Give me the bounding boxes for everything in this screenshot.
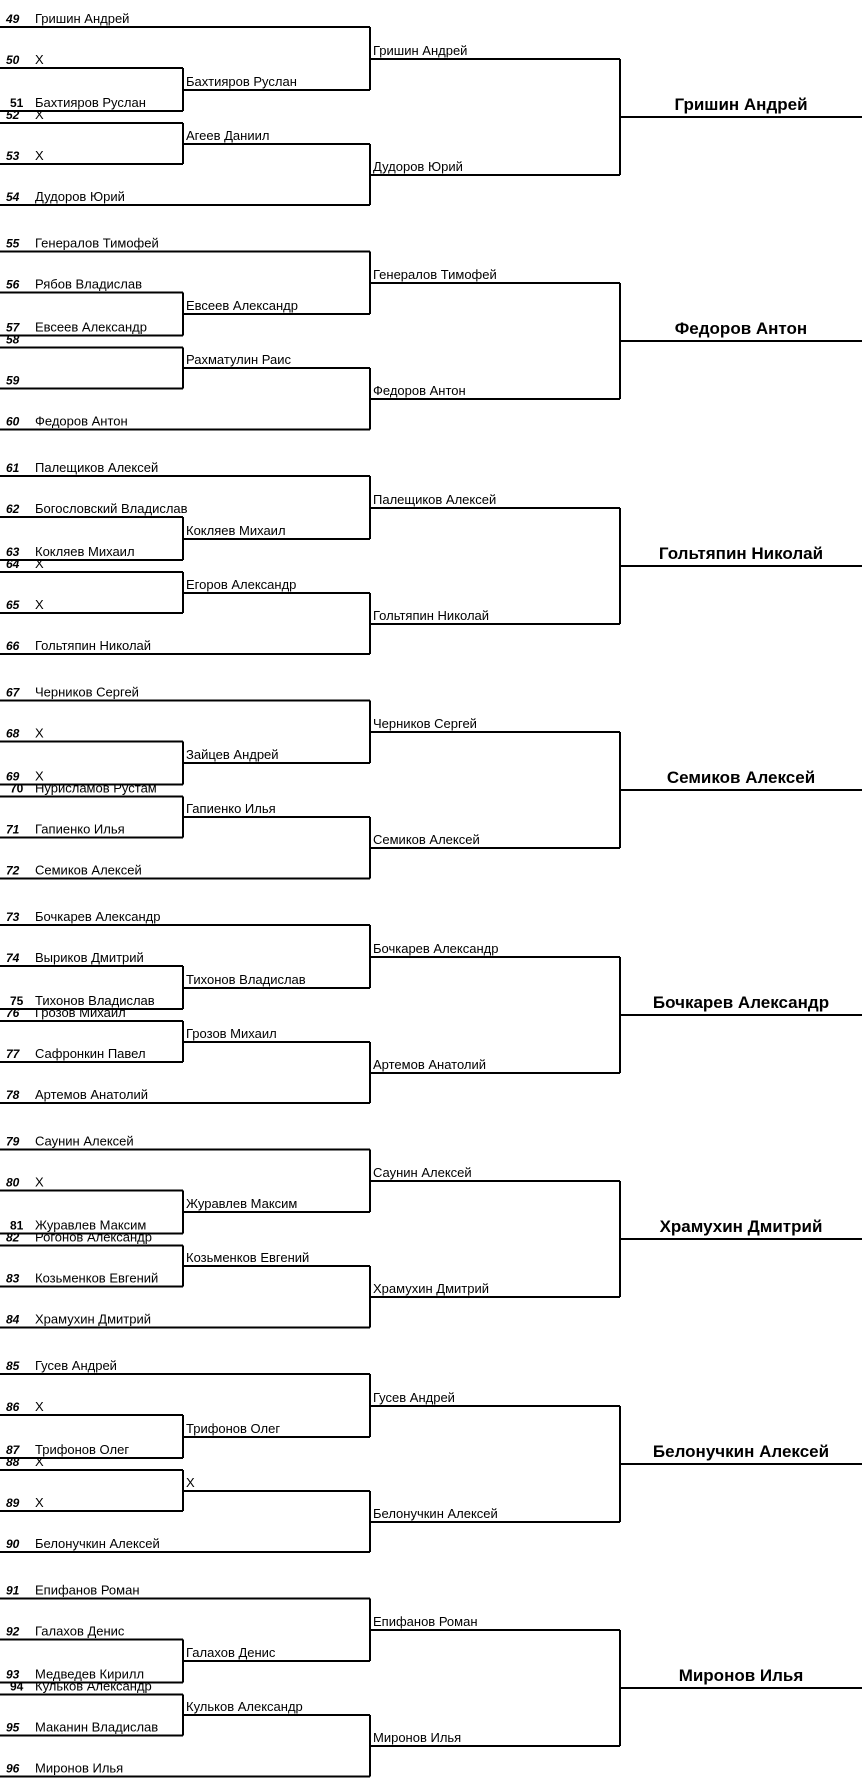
player-name: Рябов Владислав — [35, 276, 143, 292]
round3-name: Гусев Андрей — [373, 1390, 455, 1405]
player-name: Х — [35, 725, 44, 741]
player-name: Х — [35, 1399, 44, 1414]
seed-number: 86 — [6, 1400, 20, 1414]
player-name: Федоров Антон — [35, 413, 128, 429]
seed-number: 53 — [6, 149, 20, 163]
seed-number: 63 — [6, 545, 20, 559]
block-winner-name: Бочкарев Александр — [652, 993, 830, 1012]
seed-number: 84 — [6, 1312, 20, 1327]
bracket-block — [0, 1134, 862, 1328]
seed-number: 71 — [6, 822, 20, 837]
player-name: Х — [35, 597, 44, 612]
player-name: Семиков Алексей — [35, 862, 142, 878]
block-winner-name: Миронов Илья — [678, 1666, 804, 1685]
block-winner-name: Белонучкин Алексей — [652, 1442, 830, 1461]
round3-name: Дудоров Юрий — [373, 159, 463, 174]
seed-number: 55 — [6, 236, 20, 251]
round2-name: Кульков Александр — [186, 1699, 303, 1714]
seed-number: 94 — [10, 1679, 24, 1694]
round3-name: Миронов Илья — [373, 1730, 462, 1745]
seed-number: 78 — [6, 1088, 20, 1102]
seed-number: 87 — [6, 1443, 20, 1457]
player-name: Журавлев Максим — [35, 1217, 147, 1233]
player-name: Галахов Денис — [35, 1623, 125, 1639]
round3-name: Федоров Антон — [373, 383, 466, 398]
player-name: Артемов Анатолий — [35, 1087, 148, 1102]
seed-number: 81 — [10, 1218, 24, 1233]
block-winner-name: Храмухин Дмитрий — [659, 1217, 823, 1236]
player-name: Х — [35, 1454, 44, 1469]
seed-number: 90 — [6, 1537, 20, 1551]
seed-number: 88 — [6, 1455, 20, 1469]
round3-name: Гришин Андрей — [373, 43, 468, 58]
block-winner-name: Семиков Алексей — [666, 768, 816, 787]
seed-number: 52 — [6, 108, 20, 122]
bracket-block — [0, 236, 862, 430]
player-name: Сафронкин Павел — [35, 1046, 146, 1061]
bracket-block — [0, 909, 862, 1103]
player-name: Грозов Михаил — [35, 1005, 126, 1020]
seed-number: 95 — [6, 1720, 20, 1735]
player-name: Палещиков Алексей — [35, 460, 159, 475]
player-name: Генералов Тимофей — [35, 235, 159, 251]
player-name: Бочкарев Александр — [35, 909, 161, 924]
round3-name: Гольтяпин Николай — [373, 608, 490, 623]
player-name: Гольтяпин Николай — [35, 638, 152, 653]
player-name: Козьменков Евгений — [35, 1270, 159, 1286]
block-winner-name: Гольтяпин Николай — [658, 544, 824, 563]
player-name: Х — [35, 1174, 44, 1190]
player-name: Гапиенко Илья — [35, 821, 125, 837]
bracket-block — [0, 460, 862, 654]
seed-number: 92 — [6, 1624, 20, 1639]
seed-number: 49 — [6, 12, 20, 26]
block-winner-name: Гришин Андрей — [674, 95, 808, 114]
player-name: Нурисламов Рустам — [35, 780, 157, 796]
player-name: Миронов Илья — [35, 1760, 124, 1776]
seed-number: 96 — [6, 1761, 20, 1776]
seed-number: 62 — [6, 502, 20, 516]
seed-number: 72 — [6, 863, 20, 878]
bracket-block — [0, 1583, 862, 1777]
seed-number: 82 — [6, 1230, 20, 1245]
round3-name: Генералов Тимофей — [373, 267, 497, 282]
seed-number: 65 — [6, 598, 20, 612]
round2-name: Х — [186, 1475, 195, 1490]
seed-number: 67 — [6, 685, 20, 700]
player-name: Выриков Дмитрий — [35, 950, 144, 965]
round2-name: Агеев Даниил — [186, 128, 270, 143]
seed-number: 91 — [6, 1583, 20, 1598]
round3-name: Белонучкин Алексей — [373, 1506, 498, 1521]
round2-name: Зайцев Андрей — [186, 747, 279, 762]
player-name: Х — [35, 1495, 44, 1510]
round2-name: Рахматулин Раис — [186, 352, 292, 367]
seed-number: 79 — [6, 1134, 20, 1149]
player-name: Епифанов Роман — [35, 1582, 140, 1598]
round2-name: Кокляев Михаил — [186, 523, 286, 538]
player-name: Кокляев Михаил — [35, 544, 135, 559]
seed-number: 64 — [6, 557, 20, 571]
seed-number: 93 — [6, 1667, 20, 1682]
player-name: Гришин Андрей — [35, 11, 130, 26]
player-name: Гусев Андрей — [35, 1358, 117, 1373]
player-name: Рогонов Александр — [35, 1229, 152, 1245]
player-name: Трифонов Олег — [35, 1442, 130, 1457]
round2-name: Журавлев Максим — [186, 1196, 298, 1211]
player-name: Черников Сергей — [35, 684, 139, 700]
round2-name: Козьменков Евгений — [186, 1250, 310, 1265]
block-winner-name: Федоров Антон — [674, 319, 808, 338]
player-name: Дудоров Юрий — [35, 189, 125, 204]
seed-number: 58 — [6, 332, 20, 347]
player-name: Х — [35, 556, 44, 571]
seed-number: 60 — [6, 414, 20, 429]
bracket-block — [0, 685, 862, 879]
round3-name: Бочкарев Александр — [373, 941, 499, 956]
player-name: Маканин Владислав — [35, 1719, 159, 1735]
player-name: Х — [35, 768, 44, 784]
seed-number: 68 — [6, 726, 20, 741]
round2-name: Галахов Денис — [186, 1645, 276, 1660]
player-name: Бахтияров Руслан — [35, 95, 146, 110]
seed-number: 61 — [6, 461, 20, 475]
round3-name: Семиков Алексей — [373, 832, 480, 847]
seed-number: 59 — [6, 373, 20, 388]
seed-number: 85 — [6, 1359, 20, 1373]
seed-number: 77 — [6, 1047, 20, 1061]
player-name: Саунин Алексей — [35, 1133, 134, 1149]
round2-name: Тихонов Владислав — [186, 972, 306, 987]
round3-name: Артемов Анатолий — [373, 1057, 486, 1072]
round3-name: Черников Сергей — [373, 716, 477, 731]
bracket-block — [0, 1358, 862, 1552]
seed-number: 50 — [6, 53, 20, 67]
seed-number: 80 — [6, 1175, 20, 1190]
seed-number: 74 — [6, 951, 20, 965]
player-name: Х — [35, 52, 44, 67]
player-name: Х — [35, 107, 44, 122]
seed-number: 54 — [6, 190, 20, 204]
player-name: Храмухин Дмитрий — [35, 1311, 151, 1327]
round2-name: Егоров Александр — [186, 577, 297, 592]
round2-name: Грозов Михаил — [186, 1026, 277, 1041]
round3-name: Палещиков Алексей — [373, 492, 497, 507]
round2-name: Трифонов Олег — [186, 1421, 281, 1436]
player-name: Тихонов Владислав — [35, 993, 155, 1008]
seed-number: 70 — [10, 781, 24, 796]
seed-number: 83 — [6, 1271, 20, 1286]
round2-name: Евсеев Александр — [186, 298, 298, 313]
seed-number: 89 — [6, 1496, 20, 1510]
player-name: Медведев Кирилл — [35, 1666, 145, 1682]
seed-number: 73 — [6, 910, 20, 924]
player-name: Богословский Владислав — [35, 501, 188, 516]
round3-name: Саунин Алексей — [373, 1165, 472, 1180]
round2-name: Бахтияров Руслан — [186, 74, 297, 89]
seed-number: 69 — [6, 769, 20, 784]
player-name: Кульков Александр — [35, 1678, 152, 1694]
round3-name: Храмухин Дмитрий — [373, 1281, 489, 1296]
seed-number: 51 — [10, 96, 24, 110]
player-name: Евсеев Александр — [35, 319, 147, 335]
player-name: Белонучкин Алексей — [35, 1536, 160, 1551]
seed-number: 56 — [6, 277, 20, 292]
seed-number: 75 — [10, 994, 24, 1008]
round2-name: Гапиенко Илья — [186, 801, 276, 816]
bracket-block — [0, 11, 862, 205]
seed-number: 66 — [6, 639, 20, 653]
round3-name: Епифанов Роман — [373, 1614, 478, 1629]
player-name: Х — [35, 148, 44, 163]
seed-number: 57 — [6, 320, 20, 335]
seed-number: 76 — [6, 1006, 20, 1020]
